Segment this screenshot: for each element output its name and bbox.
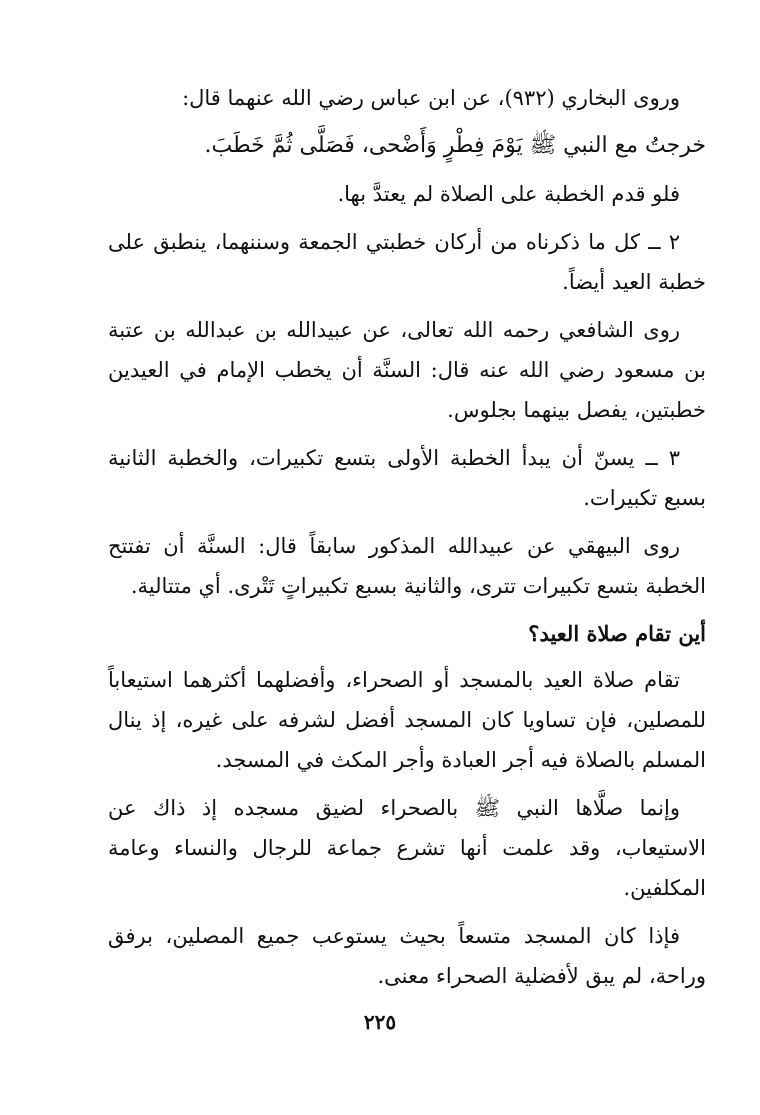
paragraph-bayhaqi-narration: روى البيهقي عن عبيدالله المذكور سابقاً قال: السنَّة أن تفتتح الخطبة بتسع تكبيرات تترى، والثانية بسبع تكبيراتٍ تَتْرى. أي متتالية. (108, 534, 706, 598)
section-heading: أين تقام صلاة العيد؟ (528, 621, 706, 646)
paragraph-point-3: ٣ ــ يسنّ أن يبدأ الخطبة الأولى بتسع تكبيرات، والخطبة الثانية بسبع تكبيرات. (108, 446, 706, 510)
paragraph-shafii-narration: روى الشافعي رحمه الله تعالى، عن عبيدالله بن عبدالله بن عتبة بن مسعود رضي الله عنه قال: السنَّة أن يخطب الإمام في العيدين خطبتين، يفصل بينهما بجلوس. (108, 318, 706, 422)
page-body (108, 78, 706, 1004)
page-number: ٢٢٥ (363, 1010, 397, 1034)
paragraph-prophet-desert: وإنما صلَّاها النبي ﷺ بالصحراء لضيق مسجده إذ ذاك عن الاستيعاب، وقد علمت أنها تشرع جماعة للرجال والنساء وعامة المكلفين. (108, 796, 706, 900)
paragraph-spacious-mosque: فإذا كان المسجد متسعاً بحيث يستوعب جميع المصلين، برفق وراحة، لم يبق لأفضلية الصحراء معنى. (108, 924, 706, 988)
paragraph-hadith-quote: خرجتُ مع النبي ﷺ يَوْمَ فِطْرٍ وَأَضْحى، فَصَلَّى ثُمَّ خَطَبَ. (204, 133, 706, 158)
paragraph-point-2: ٢ ــ كل ما ذكرناه من أركان خطبتي الجمعة وسننهما، ينطبق على خطبة العيد أيضاً. (108, 230, 706, 294)
paragraph-mosque-or-desert: تقام صلاة العيد بالمسجد أو الصحراء، وأفضلهما أكثرهما استيعاباً للمصلين، فإن تساويا كان المسجد أفضل لشرفه على غيره، إذ ينال المسلم بالصلاة فيه أجر العبادة وأجر المكث في المسجد. (108, 668, 706, 772)
paragraph-bukhari-intro: وروى البخاري (٩٣٢)، عن ابن عباس رضي الله عنهما قال: (182, 86, 680, 110)
paragraph-khutbah-order: فلو قدم الخطبة على الصلاة لم يعتدَّ بها. (337, 182, 680, 206)
